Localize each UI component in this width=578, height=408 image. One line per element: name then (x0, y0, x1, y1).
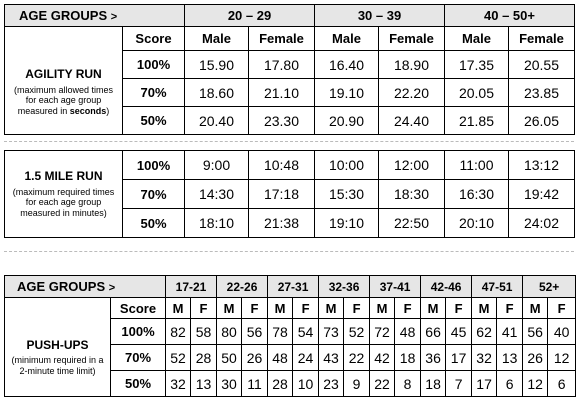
value-cell: 19.10 (315, 79, 379, 107)
value-cell: 50 (217, 345, 242, 371)
value-cell: 13 (497, 345, 523, 371)
sex-header: M (472, 298, 497, 319)
sex-header: F (446, 298, 472, 319)
value-cell: 41 (497, 319, 523, 345)
sex-header: Female (379, 27, 445, 51)
value-cell: 11 (242, 371, 268, 397)
value-cell: 23.85 (509, 79, 575, 107)
push-ups-label (5, 319, 111, 397)
age-groups-header (5, 5, 185, 27)
value-cell: 43 (319, 345, 344, 371)
value-cell: 12 (548, 345, 576, 371)
value-cell: 19:10 (315, 209, 379, 238)
value-cell: 16.40 (315, 51, 379, 79)
age-group-header: 42-46 (421, 276, 472, 298)
value-cell: 22:50 (379, 209, 445, 238)
value-cell: 17 (472, 371, 497, 397)
sex-header: M (217, 298, 242, 319)
push-ups-table (4, 275, 576, 397)
value-cell: 28 (191, 345, 217, 371)
value-cell: 16:30 (445, 180, 509, 209)
divider (4, 141, 574, 142)
sex-header: M (421, 298, 446, 319)
age-group-header: 30 – 39 (315, 5, 445, 27)
value-cell: 21.85 (445, 107, 509, 135)
value-cell: 15.90 (185, 51, 249, 79)
score-cell: 100% (111, 319, 166, 345)
score-cell: 70% (123, 79, 185, 107)
sex-header: M (319, 298, 344, 319)
sex-header: F (497, 298, 523, 319)
agility-run-description: (maximum allowed times for each age group measured in seconds) (13, 85, 114, 116)
value-cell: 14:30 (185, 180, 249, 209)
score-cell: 50% (111, 371, 166, 397)
value-cell: 11:00 (445, 151, 509, 180)
agility-run-label (5, 51, 123, 135)
value-cell: 17:18 (249, 180, 315, 209)
value-cell: 56 (242, 319, 268, 345)
value-cell: 9:00 (185, 151, 249, 180)
sex-header: M (523, 298, 548, 319)
score-cell: 50% (123, 107, 185, 135)
value-cell: 7 (446, 371, 472, 397)
value-cell: 30 (217, 371, 242, 397)
arrow-right-icon: > (108, 282, 116, 294)
value-cell: 56 (523, 319, 548, 345)
value-cell: 26.05 (509, 107, 575, 135)
value-cell: 24:02 (509, 209, 575, 238)
value-cell: 48 (268, 345, 293, 371)
value-cell: 19:42 (509, 180, 575, 209)
score-cell: 70% (123, 180, 185, 209)
value-cell: 26 (523, 345, 548, 371)
value-cell: 6 (497, 371, 523, 397)
age-group-header: 52+ (523, 276, 576, 298)
score-header: Score (111, 298, 166, 319)
sex-header: Male (315, 27, 379, 51)
value-cell: 40 (548, 319, 576, 345)
value-cell: 10 (293, 371, 319, 397)
value-cell: 18:30 (379, 180, 445, 209)
value-cell: 23 (319, 371, 344, 397)
sex-header: Female (249, 27, 315, 51)
value-cell: 78 (268, 319, 293, 345)
value-cell: 82 (166, 319, 191, 345)
age-groups-label: AGE GROUPS (17, 279, 106, 294)
value-cell: 28 (268, 371, 293, 397)
value-cell: 8 (395, 371, 421, 397)
value-cell: 52 (166, 345, 191, 371)
age-group-header: 40 – 50+ (445, 5, 575, 27)
sex-header: F (548, 298, 576, 319)
value-cell: 9 (344, 371, 370, 397)
value-cell: 13:12 (509, 151, 575, 180)
age-group-header: 27-31 (268, 276, 319, 298)
value-cell: 42 (370, 345, 395, 371)
divider (4, 251, 574, 252)
sex-header: F (395, 298, 421, 319)
value-cell: 48 (395, 319, 421, 345)
value-cell: 52 (344, 319, 370, 345)
score-header: Score (123, 27, 185, 51)
value-cell: 6 (548, 371, 576, 397)
value-cell: 22 (344, 345, 370, 371)
value-cell: 58 (191, 319, 217, 345)
value-cell: 21:38 (249, 209, 315, 238)
value-cell: 10:00 (315, 151, 379, 180)
value-cell: 12 (523, 371, 548, 397)
agility-run-title: AGILITY RUN (25, 67, 102, 82)
age-group-header: 47-51 (472, 276, 523, 298)
arrow-right-icon: > (110, 11, 118, 23)
value-cell: 22 (370, 371, 395, 397)
sex-header: Female (509, 27, 575, 51)
value-cell: 20:10 (445, 209, 509, 238)
score-cell: 50% (123, 209, 185, 238)
value-cell: 24 (293, 345, 319, 371)
value-cell: 17.35 (445, 51, 509, 79)
score-cell: 100% (123, 51, 185, 79)
sex-header: F (344, 298, 370, 319)
value-cell: 20.40 (185, 107, 249, 135)
value-cell: 18 (395, 345, 421, 371)
age-groups-header (5, 276, 166, 298)
value-cell: 20.90 (315, 107, 379, 135)
value-cell: 10:48 (249, 151, 315, 180)
value-cell: 18:10 (185, 209, 249, 238)
push-ups-description: (minimum required in a 2-minute time limit) (11, 355, 104, 376)
value-cell: 15:30 (315, 180, 379, 209)
value-cell: 18.60 (185, 79, 249, 107)
value-cell: 21.10 (249, 79, 315, 107)
value-cell: 17 (446, 345, 472, 371)
sex-header: F (293, 298, 319, 319)
value-cell: 24.40 (379, 107, 445, 135)
value-cell: 17.80 (249, 51, 315, 79)
value-cell: 18.90 (379, 51, 445, 79)
value-cell: 72 (370, 319, 395, 345)
value-cell: 45 (446, 319, 472, 345)
age-groups-label: AGE GROUPS (19, 8, 108, 23)
agility-run-table (4, 4, 575, 135)
age-group-header: 32-36 (319, 276, 370, 298)
value-cell: 22.20 (379, 79, 445, 107)
sex-header: M (370, 298, 395, 319)
sex-header: F (242, 298, 268, 319)
age-group-header: 22-26 (217, 276, 268, 298)
sex-header: F (191, 298, 217, 319)
value-cell: 36 (421, 345, 446, 371)
value-cell: 54 (293, 319, 319, 345)
value-cell: 23.30 (249, 107, 315, 135)
value-cell: 13 (191, 371, 217, 397)
score-cell: 100% (123, 151, 185, 180)
mile-run-title: 1.5 MILE RUN (24, 169, 103, 184)
value-cell: 12:00 (379, 151, 445, 180)
value-cell: 18 (421, 371, 446, 397)
value-cell: 32 (166, 371, 191, 397)
value-cell: 26 (242, 345, 268, 371)
value-cell: 73 (319, 319, 344, 345)
mile-run-label (5, 151, 123, 238)
age-group-header: 17-21 (166, 276, 217, 298)
score-cell: 70% (111, 345, 166, 371)
age-group-header: 20 – 29 (185, 5, 315, 27)
sex-header: Male (445, 27, 509, 51)
age-group-header: 37-41 (370, 276, 421, 298)
value-cell: 80 (217, 319, 242, 345)
sex-header: Male (185, 27, 249, 51)
mile-run-description: (maximum required times for each age group measured in minutes) (12, 186, 115, 218)
value-cell: 20.55 (509, 51, 575, 79)
value-cell: 32 (472, 345, 497, 371)
sex-header: M (268, 298, 293, 319)
value-cell: 20.05 (445, 79, 509, 107)
push-ups-title: PUSH-UPS (26, 337, 89, 352)
sex-header: M (166, 298, 191, 319)
value-cell: 62 (472, 319, 497, 345)
mile-run-table (4, 150, 575, 238)
value-cell: 66 (421, 319, 446, 345)
